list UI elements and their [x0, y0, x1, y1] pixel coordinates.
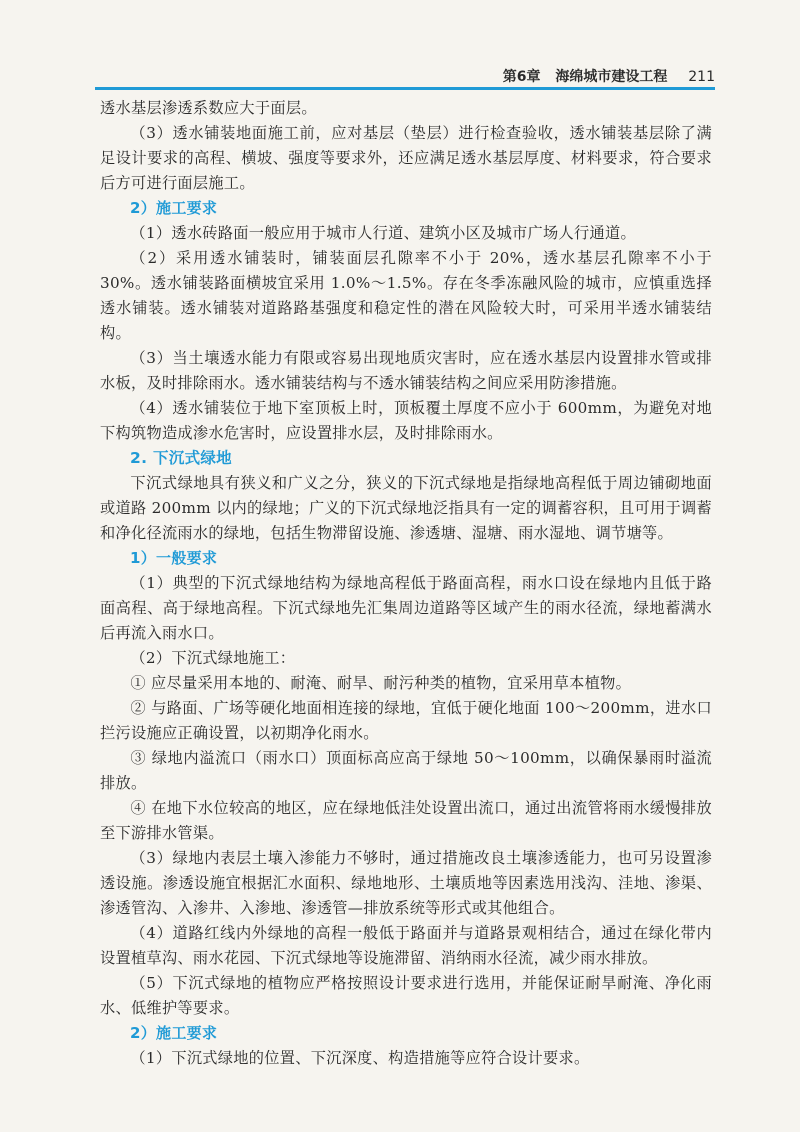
paragraph: 下沉式绿地具有狭义和广义之分，狭义的下沉式绿地是指绿地高程低于周边铺砌地面或道路 200mm 以内的绿地；广义的下沉式绿地泛指具有一定的调蓄容积，且可用于调蓄和净化径流雨水的绿地，包括生物滞留设施、渗透塘、湿塘、雨水湿地、调节塘等。 [100, 474, 712, 542]
paragraph: 透水基层渗透系数应大于面层。 [100, 99, 317, 117]
paragraph: （3）绿地内表层土壤入渗能力不够时，通过措施改良土壤渗透能力，也可另设置渗透设施。渗透设施宜根据汇水面积、绿地地形、土壤质地等因素选用浅沟、洼地、渗渠、渗透管沟、入渗井、入渗地、渗透管—排放系统等形式或其他组合。 [100, 849, 712, 917]
list-item: ② 与路面、广场等硬化地面相连接的绿地，宜低于硬化地面 100～200mm，进水口拦污设施应正确设置，以初期净化雨水。 [100, 699, 712, 742]
subsection-heading: 1）一般要求 [130, 549, 218, 567]
running-head [503, 66, 715, 86]
subsection-heading: 2）施工要求 [130, 199, 218, 217]
subsection-heading: 2）施工要求 [130, 1024, 218, 1042]
section-heading: 2. 下沉式绿地 [130, 449, 232, 467]
paragraph: （2）采用透水铺装时，铺装面层孔隙率不小于 20%，透水基层孔隙率不小于 30%。透水铺装路面横坡宜采用 1.0%～1.5%。存在冬季冻融风险的城市，应慎重选择透水铺装。透水铺装对道路路基强度和稳定性的潜在风险较大时，可采用半透水铺装结构。 [100, 249, 712, 342]
paragraph: （1）下沉式绿地的位置、下沉深度、构造措施等应符合设计要求。 [130, 1049, 590, 1067]
header-rule [95, 87, 715, 90]
chapter-label: 第6章 [502, 69, 541, 85]
paragraph: （4）透水铺装位于地下室顶板上时，顶板覆土厚度不应小于 600mm，为避免对地下构筑物造成渗水危害时，应设置排水层，及时排除雨水。 [100, 399, 712, 442]
paragraph: （1）透水砖路面一般应用于城市人行道、建筑小区及城市广场人行通道。 [130, 224, 636, 242]
page-body [100, 96, 712, 1071]
page-header [95, 62, 715, 90]
chapter-title: 海绵城市建设工程 [555, 69, 668, 85]
page-number: 211 [688, 69, 715, 85]
paragraph: （3）当土壤透水能力有限或容易出现地质灾害时，应在透水基层内设置排水管或排水板，及时排除雨水。透水铺装结构与不透水铺装结构之间应采用防渗措施。 [100, 349, 712, 392]
paragraph: （4）道路红线内外绿地的高程一般低于路面并与道路景观相结合，通过在绿化带内设置植草沟、雨水花园、下沉式绿地等设施滞留、消纳雨水径流，减少雨水排放。 [100, 924, 712, 967]
list-item: ① 应尽量采用本地的、耐淹、耐旱、耐污种类的植物，宜采用草本植物。 [130, 674, 632, 692]
list-item: ③ 绿地内溢流口（雨水口）顶面标高应高于绿地 50～100mm，以确保暴雨时溢流排放。 [100, 749, 712, 792]
list-item: ④ 在地下水位较高的地区，应在绿地低洼处设置出流口，通过出流管将雨水缓慢排放至下游排水管渠。 [100, 799, 712, 842]
paragraph: （1）典型的下沉式绿地结构为绿地高程低于路面高程，雨水口设在绿地内且低于路面高程、高于绿地高程。下沉式绿地先汇集周边道路等区域产生的雨水径流，绿地蓄满水后再流入雨水口。 [100, 574, 712, 642]
paragraph: （2）下沉式绿地施工： [130, 649, 296, 667]
paragraph: （5）下沉式绿地的植物应严格按照设计要求进行选用，并能保证耐旱耐淹、净化雨水、低维护等要求。 [100, 974, 712, 1017]
paragraph: （3）透水铺装地面施工前，应对基层（垫层）进行检查验收，透水铺装基层除了满足设计要求的高程、横坡、强度等要求外，还应满足透水基层厚度、材料要求，符合要求后方可进行面层施工。 [100, 124, 712, 192]
